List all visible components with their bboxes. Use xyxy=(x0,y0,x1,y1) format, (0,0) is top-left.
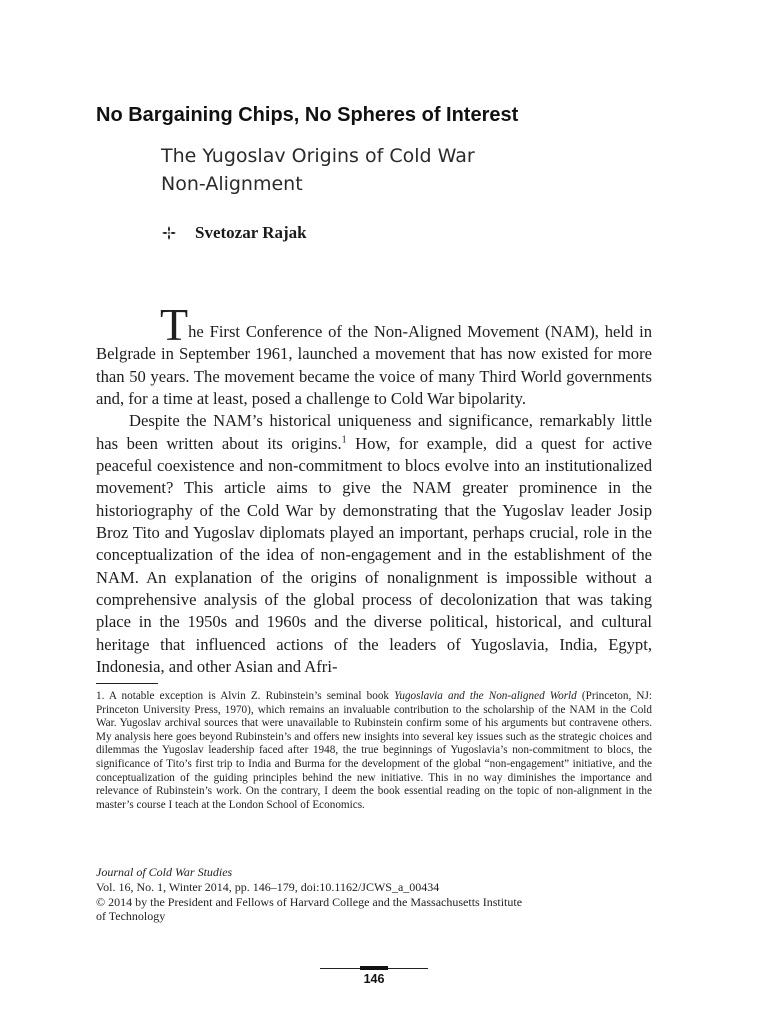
article-title: No Bargaining Chips, No Spheres of Interest xyxy=(96,104,519,126)
page-number: 146 xyxy=(363,972,385,986)
journal-info xyxy=(96,865,656,924)
paragraph-1-text: he First Conference of the Non-Aligned Movement (NAM), held in Belgrade in September 1961, launched a movement that has now existed for more than 50 years. The movement became the voice of many Third World governments and, for a time at least, posed a challenge to Cold War bipolarity. xyxy=(96,322,652,409)
footnote-book-title: Yugoslavia and the Non-aligned World xyxy=(394,690,577,702)
copyright-line-2: of Technology xyxy=(96,909,166,924)
subtitle-line-1: The Yugoslav Origins of Cold War xyxy=(161,145,475,167)
footnote-text: (Princeton, NJ: Princeton University Press, 1970), which remains an invaluable contribution to the scholarship of the NAM in the Cold War. Yugoslav archival sources that were unavailable to Rubinstein confirm some of his arguments but contravene others. My analysis here goes beyond Rubinstein’s and offers new insights into several key issues such as the strategic choices and dilemmas the Yugoslav leadership faced after 1948, the true beginnings of Yugoslavia’s non-commitment to blocs, the significance of Tito’s first trip to India and Burma for the development of the global “non-engagement” initiative, and the conceptualization of the guiding principles behind the new initiative. This in no way diminishes the importance and relevance of Rubinstein’s work. On the contrary, I deem the book essential reading on the topic of non-alignment in the master’s course I teach at the London School of Economics. xyxy=(96,690,652,811)
journal-citation: Vol. 16, No. 1, Winter 2014, pp. 146–179, doi:10.1162/JCWS_a_00434 xyxy=(96,879,440,894)
copyright-line-1: © 2014 by the President and Fellows of Harvard College and the Massachusetts Institute xyxy=(96,894,523,909)
article-body xyxy=(96,299,652,679)
ornament-icon xyxy=(161,225,177,241)
body-paragraph-2 xyxy=(96,410,652,678)
byline xyxy=(161,221,307,245)
footnote-marker[interactable]: 1 xyxy=(341,434,347,446)
journal-name: Journal of Cold War Studies xyxy=(96,865,233,879)
footnote-rule xyxy=(96,683,158,684)
author-name: Svetozar Rajak xyxy=(195,223,307,242)
paragraph-2-text-start: Despite the NAM’s historical uniqueness and significance, remarkably little has been written about its origins. xyxy=(96,411,652,453)
footnote-lead: 1. A notable exception is Alvin Z. Rubinstein’s seminal book xyxy=(96,690,395,702)
article-subtitle xyxy=(161,142,581,198)
drop-cap: T xyxy=(160,299,189,350)
paragraph-2-text-rest: How, for example, did a quest for active peaceful coexistence and non-commitment to blocs evolve into an institutionalized movement? This article aims to give the NAM greater prominence in the historiography of the Cold War by demonstrating that the Yugoslav leader Josip Broz Tito and Yugoslav diplomats played an important, perhaps crucial, role in the conceptualization of the idea of non-engagement and in the establishment of the NAM. An explanation of the origins of nonalignment is impossible without a comprehensive analysis of the global process of decolonization that was taking place in the 1950s and 1960s and the diverse political, historical, and cultural heritage that influenced actions of the leaders of Yugoslavia, India, Egypt, Indonesia, and other Asian and Afri- xyxy=(96,433,652,677)
body-paragraph-1 xyxy=(96,299,652,410)
subtitle-line-2: Non-Alignment xyxy=(161,173,303,195)
footnote xyxy=(96,690,652,812)
